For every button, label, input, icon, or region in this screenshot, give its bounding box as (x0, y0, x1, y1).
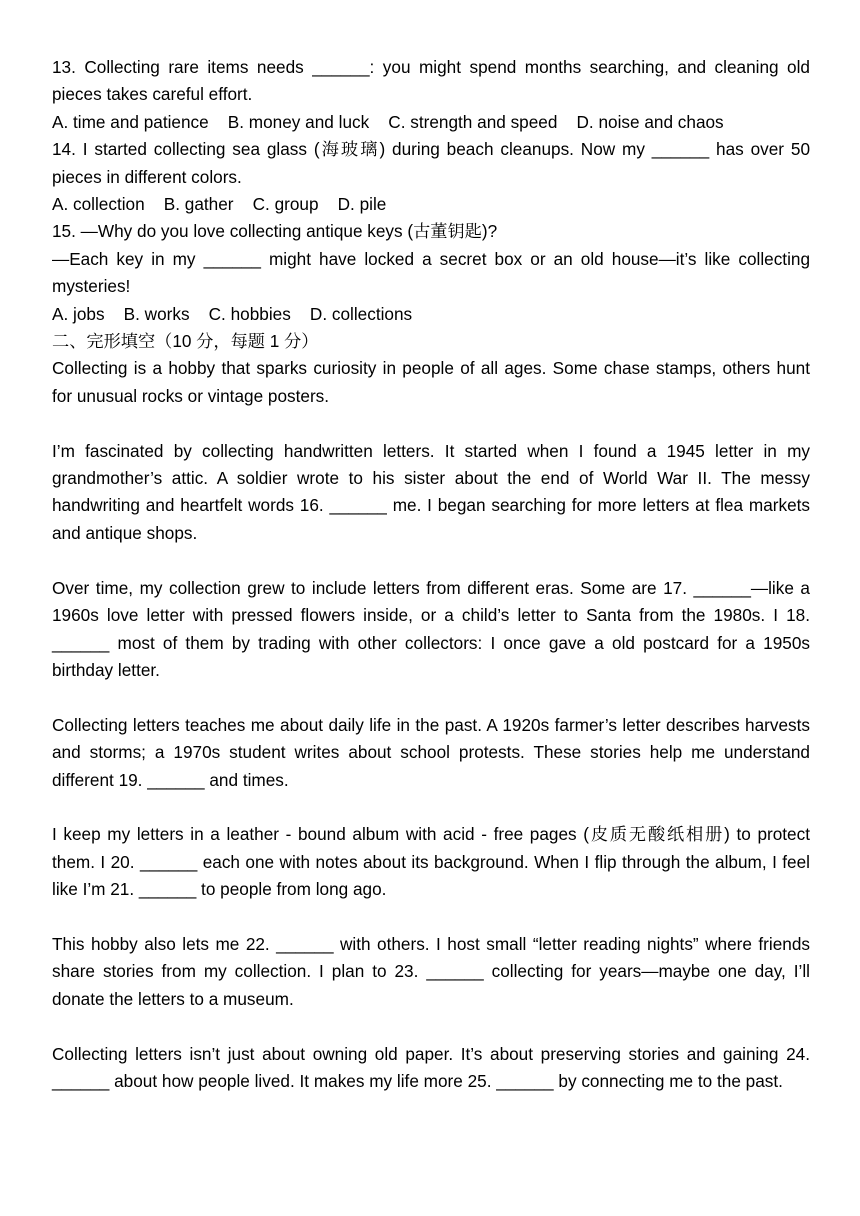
paragraph-spacer (52, 904, 810, 931)
paragraph-spacer (52, 1013, 810, 1040)
question-15-answer-line: —Each key in my ______ might have locked a secret box or an old house—it’s like collecting mysteries! (52, 248, 810, 297)
passage-paragraph-album: I keep my letters in a leather - bound album with acid - free pages (皮质无酸纸相册) to protect them. I 20. ______ each one with notes about its background. When I flip through the album, I feel like I’m 21. ______ to people from long ago. (52, 824, 810, 900)
question-14-stem: 14. I started collecting sea glass (海玻璃) during beach cleanups. Now my ______ has over 50 pieces in different colors. (52, 139, 810, 187)
passage-paragraph-sharing: This hobby also lets me 22. ______ with others. I host small “letter reading nights” where friends share stories from my collection. I plan to 23. ______ collecting for years—maybe one day, I’ll donate the letters to a museum. (52, 933, 810, 1009)
passage-paragraph-eras: Over time, my collection grew to include letters from different eras. Some are 17. ______—like a 1960s love letter with pressed flowers inside, or a child’s letter to Santa from the 1980s. I 18. ______ most of them by trading with other collectors: I once gave a old postcard for a 1950s birthday letter. (52, 577, 810, 680)
question-15-stem: 15. —Why do you love collecting antique keys (古董钥匙)? (52, 221, 498, 242)
paragraph-spacer (52, 410, 810, 437)
paragraph-spacer (52, 547, 810, 574)
passage-paragraph-intro: Collecting is a hobby that sparks curiosity in people of all ages. Some chase stamps, others hunt for unusual rocks or vintage posters. (52, 358, 810, 406)
question-14-options: A. collection B. gather C. group D. pile (52, 194, 387, 215)
passage-paragraph-daily-life: Collecting letters teaches me about daily life in the past. A 1920s farmer’s letter describes harvests and storms; a 1970s student writes about school protests. These stories help me understand different 19. ______ and times. (52, 714, 810, 790)
passage-paragraph-letters: I’m fascinated by collecting handwritten letters. It started when I found a 1945 letter in my grandmother’s attic. A soldier wrote to his sister about the end of World War II. The messy handwriting and heartfelt words 16. ______ me. I began searching for more letters at flea markets and antique shops. (52, 440, 810, 543)
paragraph-spacer (52, 684, 810, 711)
question-13-stem: 13. Collecting rare items needs ______: you might spend months searching, and cleaning old pieces takes careful effort. (52, 57, 810, 105)
question-13-options: A. time and patience B. money and luck C. strength and speed D. noise and chaos (52, 111, 724, 132)
document-page (52, 54, 810, 1095)
paragraph-spacer (52, 794, 810, 821)
question-15-options: A. jobs B. works C. hobbies D. collections (52, 303, 413, 324)
passage-paragraph-conclusion: Collecting letters isn’t just about owning old paper. It’s about preserving stories and gaining 24. ______ about how people lived. It makes my life more 25. ______ by connecting me to the past. (52, 1043, 810, 1091)
section-heading: 二、完形填空（10 分，每题 1 分） (52, 331, 319, 352)
